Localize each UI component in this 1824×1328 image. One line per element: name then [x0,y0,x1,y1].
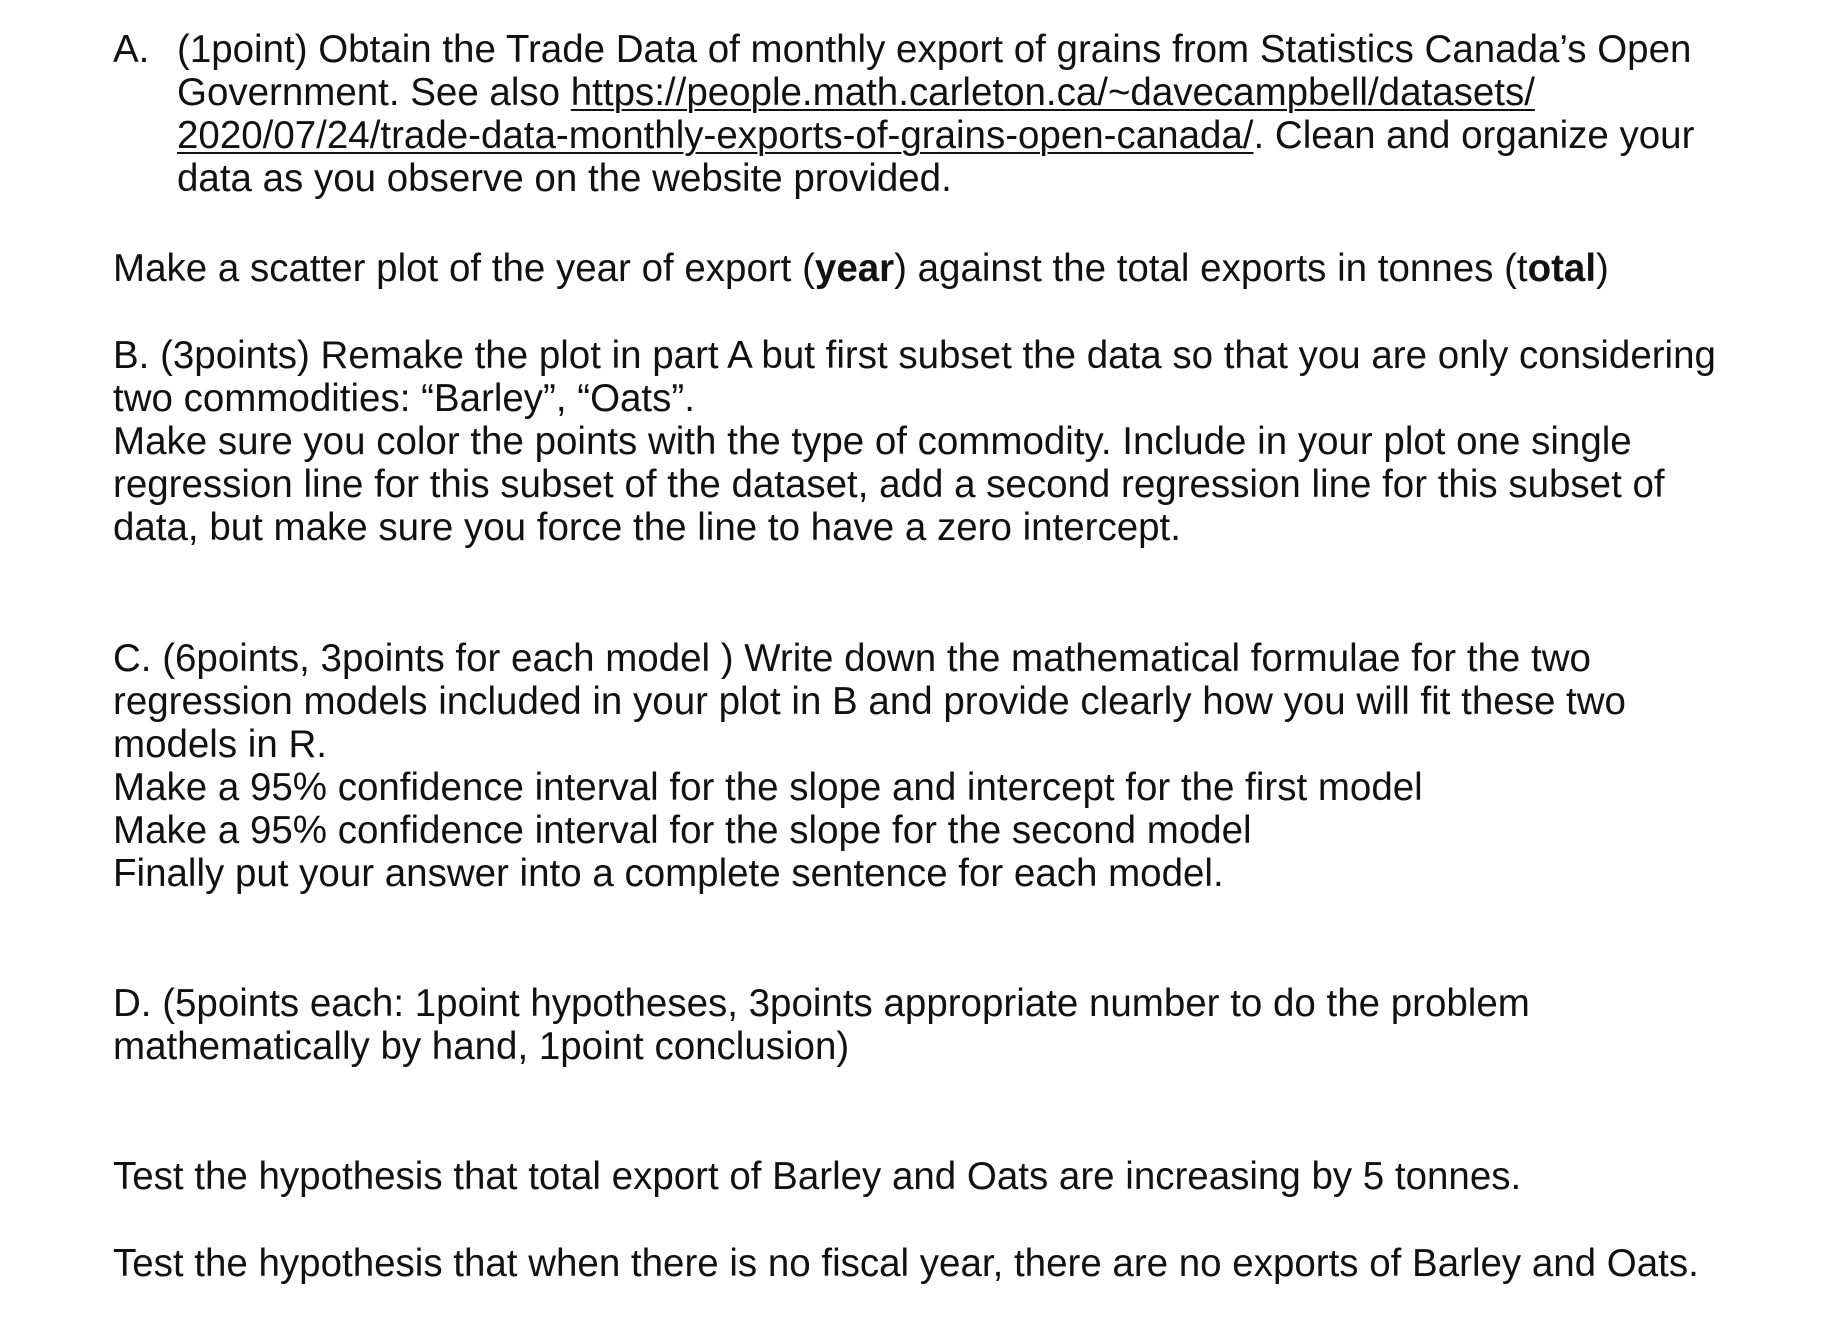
part-a-line-4: data as you observe on the website provided. [177,157,952,200]
part-b-line-5: data, but make sure you force the line to have a zero intercept. [113,506,1181,549]
dataset-link-part-2[interactable]: 2020/07/24/trade-data-monthly-exports-of-grains-open-canada/ [177,114,1254,157]
part-b-line-3: Make sure you color the points with the type of commodity. Include in your plot one single [113,420,1632,463]
part-a-marker: A. [113,28,150,71]
scatter-text-mid: ) against the total exports in tonnes (t [894,247,1528,290]
part-a-line-1: (1point) Obtain the Trade Data of monthly export of grains from Statistics Canada’s Open [177,28,1692,71]
scatter-year-bold: year [814,247,895,290]
dataset-link-part-1[interactable]: https://people.math.carleton.ca/~davecampbell/datasets/ [570,71,1535,114]
part-a-line-3 [177,114,1694,158]
hypothesis-test-1: Test the hypothesis that total export of Barley and Oats are increasing by 5 tonnes. [113,1155,1522,1198]
part-a-line-3-text: . Clean and organize your [1253,114,1695,157]
part-c-line-6: Finally put your answer into a complete sentence for each model. [113,852,1224,895]
part-c-line-1: C. (6points, 3points for each model ) Write down the mathematical formulae for the two [113,637,1591,680]
hypothesis-test-2: Test the hypothesis that when there is no fiscal year, there are no exports of Barley and Oats. [113,1242,1699,1285]
part-c-line-2: regression models included in your plot in B and provide clearly how you will fit these two [113,680,1626,723]
part-d-line-1: D. (5points each: 1point hypotheses, 3points appropriate number to do the problem [113,982,1530,1025]
part-b-line-4: regression line for this subset of the dataset, add a second regression line for this subset of [113,463,1665,506]
part-a-line-2-text: Government. See also [177,71,571,114]
scatter-total-bold: otal [1527,247,1597,290]
part-b-line-1: B. (3points) Remake the plot in part A but first subset the data so that you are only considering [113,334,1716,377]
scatter-instruction [113,247,1609,291]
scatter-text-pre: Make a scatter plot of the year of export ( [113,247,815,290]
part-c-line-5: Make a 95% confidence interval for the slope for the second model [113,809,1252,852]
part-a-line-2 [177,71,1535,115]
part-d-line-2: mathematically by hand, 1point conclusion) [113,1025,850,1068]
part-c-line-3: models in R. [113,723,327,766]
scatter-text-end: ) [1596,247,1609,290]
part-b-line-2: two commodities: “Barley”, “Oats”. [113,377,695,420]
part-c-line-4: Make a 95% confidence interval for the slope and intercept for the first model [113,766,1423,809]
